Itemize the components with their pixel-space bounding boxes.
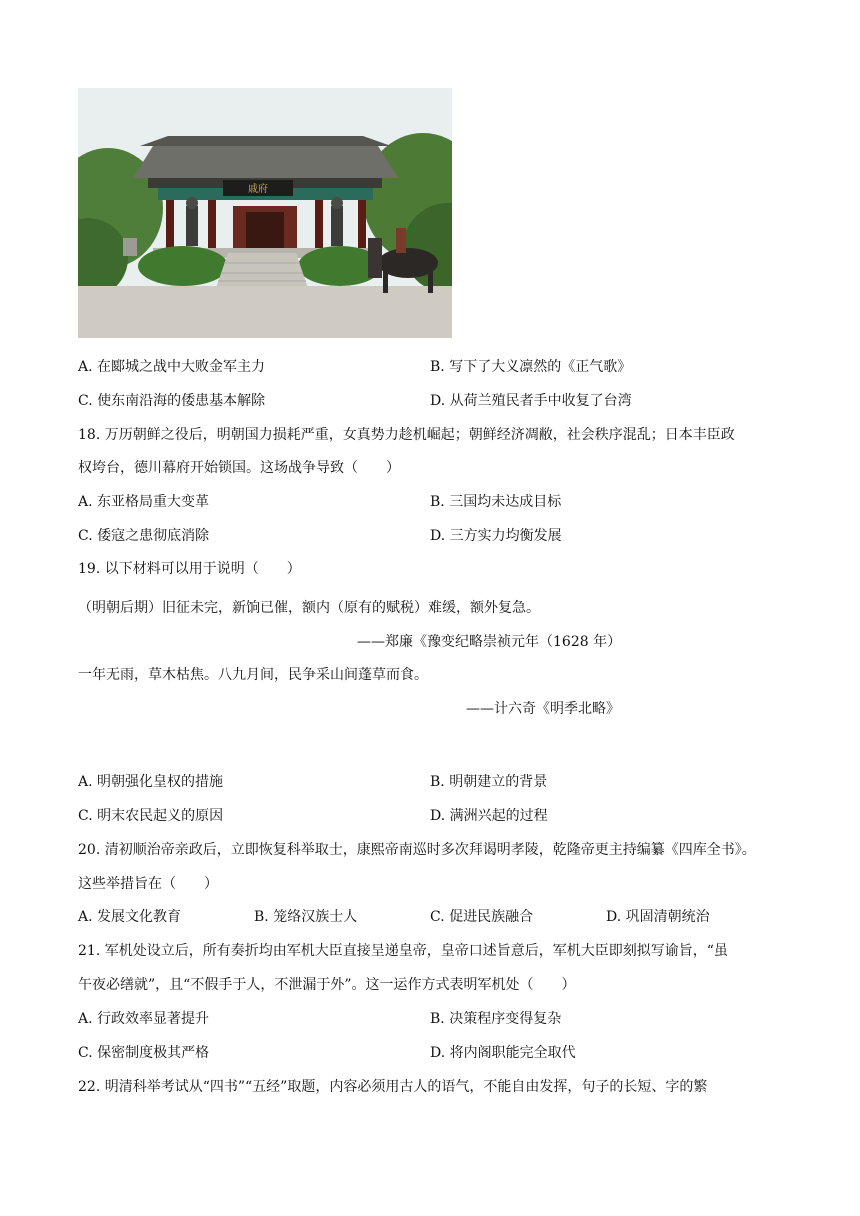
q21-option-d[interactable]: D. 将内阁职能完全取代 <box>430 1045 576 1061</box>
q18-option-c[interactable]: C. 倭寇之患彻底消除 <box>78 528 210 544</box>
q20-option-a[interactable]: A. 发展文化教育 <box>78 909 182 925</box>
q19-option-b[interactable]: B. 明朝建立的背景 <box>430 774 548 790</box>
q18-option-d[interactable]: D. 三方实力均衡发展 <box>430 528 562 544</box>
q20-option-b[interactable]: B. 笼络汉族士人 <box>254 909 358 925</box>
q17-option-a[interactable]: A. 在郾城之战中大败金军主力 <box>78 359 266 375</box>
q21-option-c[interactable]: C. 保密制度极其严格 <box>78 1045 210 1061</box>
plaque-text: 戚府 <box>248 184 268 195</box>
q20-option-d[interactable]: D. 巩固清朝统治 <box>606 909 710 925</box>
q19-stem: 19. 以下材料可以用于说明（ ） <box>78 561 301 577</box>
q19-option-d[interactable]: D. 满洲兴起的过程 <box>430 808 548 824</box>
q21-option-a[interactable]: A. 行政效率显著提升 <box>78 1011 210 1027</box>
q19-source-2: ——计六奇《明季北略》 <box>466 701 620 717</box>
q19-option-a[interactable]: A. 明朝强化皇权的措施 <box>78 774 224 790</box>
q20-stem-line2: 这些举措旨在（ ） <box>78 876 218 892</box>
q19-material-2: 一年无雨，草木枯焦。八九月间，民争采山间蓬草而食。 <box>78 667 428 683</box>
q17-option-c[interactable]: C. 使东南沿海的倭患基本解除 <box>78 393 266 409</box>
historic-mansion-photo <box>78 88 452 338</box>
q19-material-1: （明朝后期）旧征未完，新饷已催，额内（原有的赋税）难缓，额外复急。 <box>78 600 540 616</box>
q19-source-1: ——郑廉《豫变纪略崇祯元年（1628 年） <box>357 634 622 650</box>
q19-option-c[interactable]: C. 明末农民起义的原因 <box>78 808 224 824</box>
q20-stem-line1: 20. 清初顺治帝亲政后，立即恢复科举取士，康熙帝南巡时多次拜谒明孝陵，乾隆帝更主持编纂《四库全书》。 <box>78 842 756 858</box>
q18-stem-line2: 权垮台，德川幕府开始锁国。这场战争导致（ ） <box>78 460 400 476</box>
q21-stem-line2: 午夜必缮就”，且“不假手于人，不泄漏于外”。这一运作方式表明军机处（ ） <box>78 977 576 993</box>
q17-option-d[interactable]: D. 从荷兰殖民者手中收复了台湾 <box>430 393 632 409</box>
q18-option-b[interactable]: B. 三国均未达成目标 <box>430 494 562 510</box>
q20-option-c[interactable]: C. 促进民族融合 <box>430 909 534 925</box>
q18-stem-line1: 18. 万历朝鲜之役后，明朝国力损耗严重，女真势力趁机崛起；朝鲜经济凋敝，社会秩序混乱；日本丰臣政 <box>78 427 735 443</box>
q21-stem-line1: 21. 军机处设立后，所有奏折均由军机大臣直接呈递皇帝，皇帝口述旨意后，军机大臣即刻拟写谕旨，“虽 <box>78 943 728 959</box>
q18-option-a[interactable]: A. 东亚格局重大变革 <box>78 494 210 510</box>
q21-option-b[interactable]: B. 决策程序变得复杂 <box>430 1011 562 1027</box>
q17-option-b[interactable]: B. 写下了大义凛然的《正气歌》 <box>430 359 632 375</box>
q22-stem-line1: 22. 明清科举考试从“四书”“五经”取题，内容必须用古人的语气，不能自由发挥，句子的长短、字的繁 <box>78 1079 708 1095</box>
